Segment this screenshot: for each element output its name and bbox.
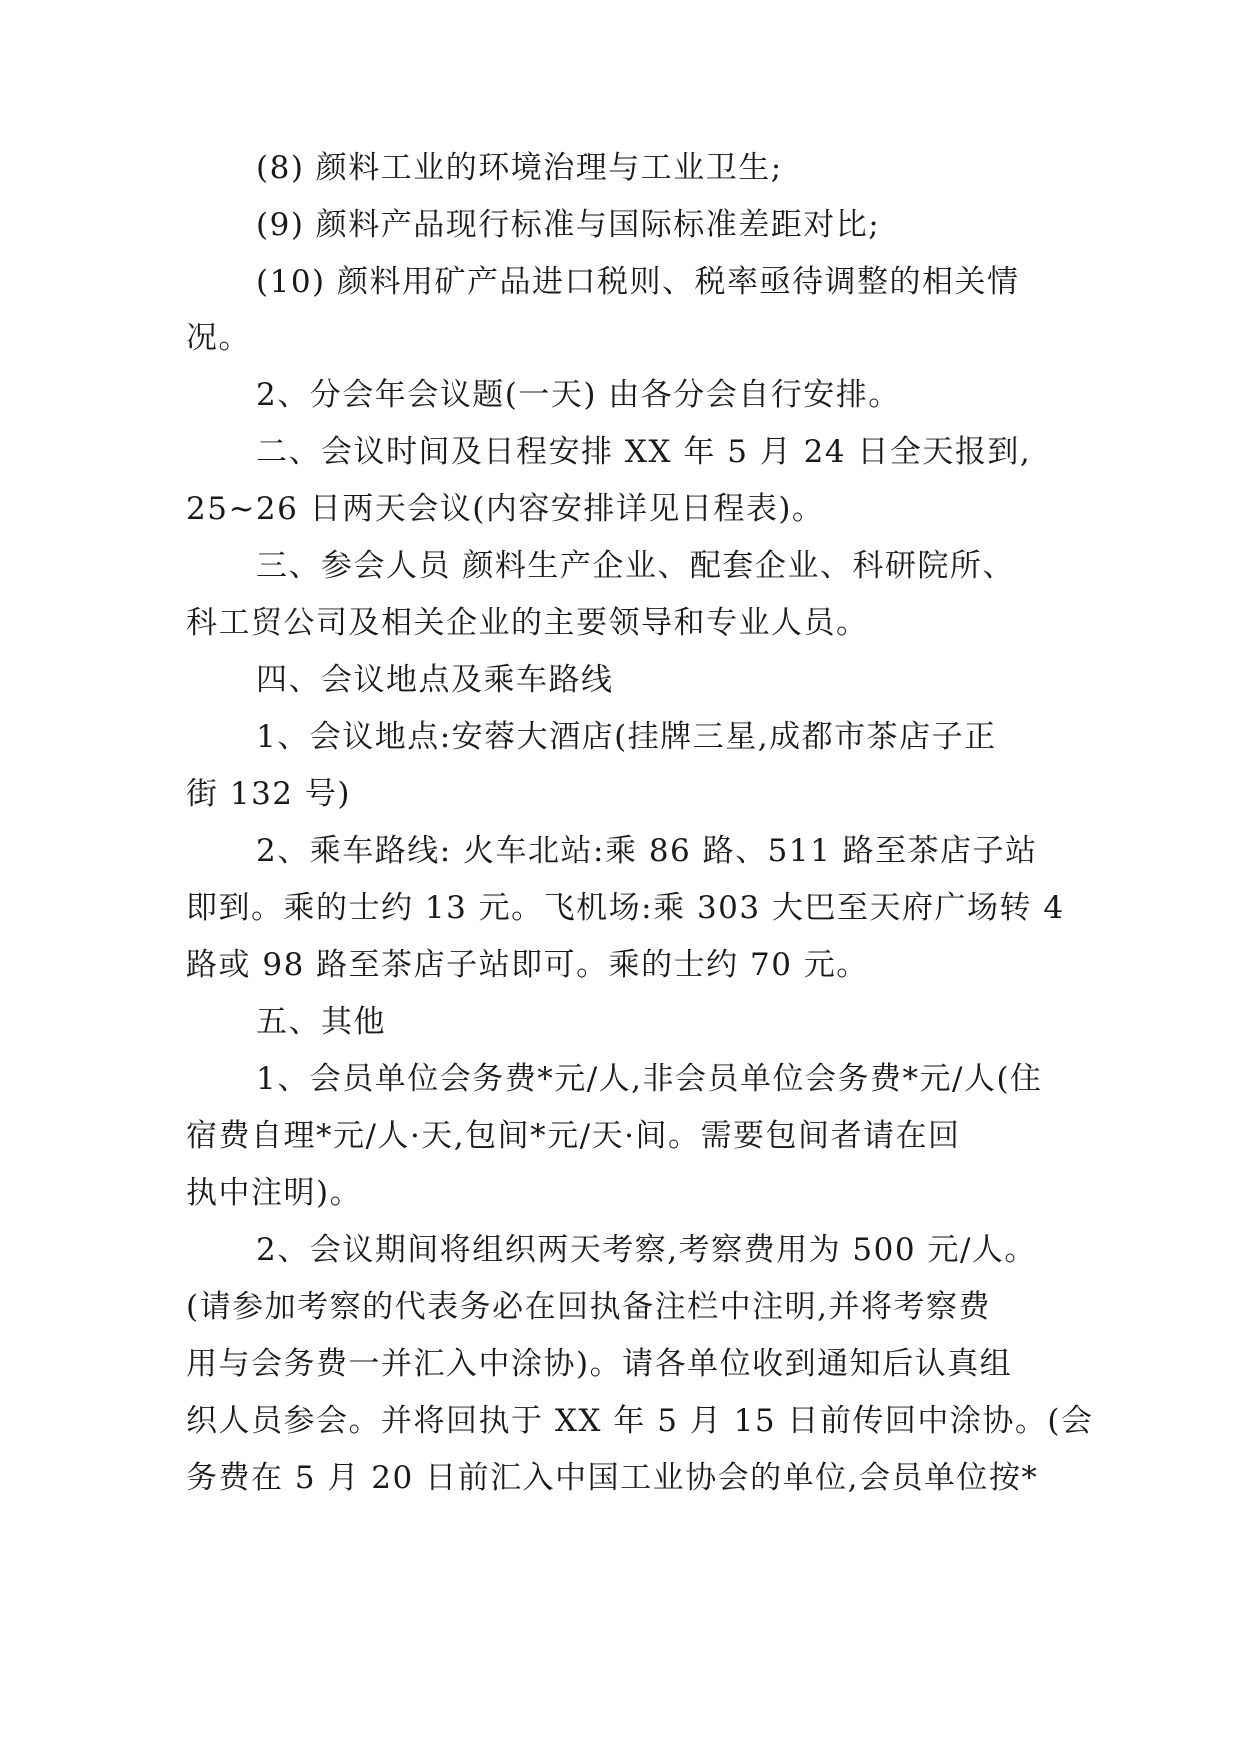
text-line: 用与会务费一并汇入中涂协)。请各单位收到通知后认真组 — [186, 1346, 1013, 1382]
text-line: 路或 98 路至茶店子站即可。乘的士约 70 元。 — [186, 947, 869, 983]
text-line: 2、乘车路线: 火车北站:乘 86 路、511 路至茶店子站 — [256, 833, 1038, 869]
text-line: 即到。乘的士约 13 元。飞机场:乘 303 大巴至天府广场转 4 — [186, 890, 1065, 926]
text-line: 执中注明)。 — [186, 1175, 363, 1211]
text-line: 2、分会年会议题(一天) 由各分会自行安排。 — [256, 377, 901, 413]
text-line: 宿费自理*元/人·天,包间*元/天·间。需要包间者请在回 — [186, 1118, 961, 1154]
text-line: 务费在 5 月 20 日前汇入中国工业协会的单位,会员单位按* — [186, 1460, 1039, 1496]
text-line: 25~26 日两天会议(内容安排详见日程表)。 — [186, 491, 825, 527]
text-line: 织人员参会。并将回执于 XX 年 5 月 15 日前传回中涂协。(会 — [186, 1403, 1094, 1439]
text-line: (10) 颜料用矿产品进口税则、税率亟待调整的相关情 — [256, 264, 1020, 300]
text-line: 二、会议时间及日程安排 XX 年 5 月 24 日全天报到, — [256, 434, 1032, 470]
text-line: 三、参会人员 颜料生产企业、配套企业、科研院所、 — [256, 548, 1015, 584]
text-line: (请参加考察的代表务必在回执备注栏中注明,并将考察费 — [186, 1289, 991, 1325]
text-line: 1、会员单位会务费*元/人,非会员单位会务费*元/人(住 — [256, 1061, 1043, 1097]
text-line: 况。 — [186, 320, 251, 356]
text-line: 1、会议地点:安蓉大酒店(挂牌三星,成都市茶店子正 — [256, 719, 997, 755]
text-line: 科工贸公司及相关企业的主要领导和专业人员。 — [186, 605, 869, 641]
section-heading: 四、会议地点及乘车路线 — [256, 662, 614, 698]
section-heading: 五、其他 — [256, 1004, 386, 1040]
text-line: 街 132 号) — [186, 776, 351, 812]
text-line: (8) 颜料工业的环境治理与工业卫生; — [256, 150, 783, 186]
text-line: (9) 颜料产品现行标准与国际标准差距对比; — [256, 207, 881, 243]
text-line: 2、会议期间将组织两天考察,考察费用为 500 元/人。 — [256, 1232, 1037, 1268]
